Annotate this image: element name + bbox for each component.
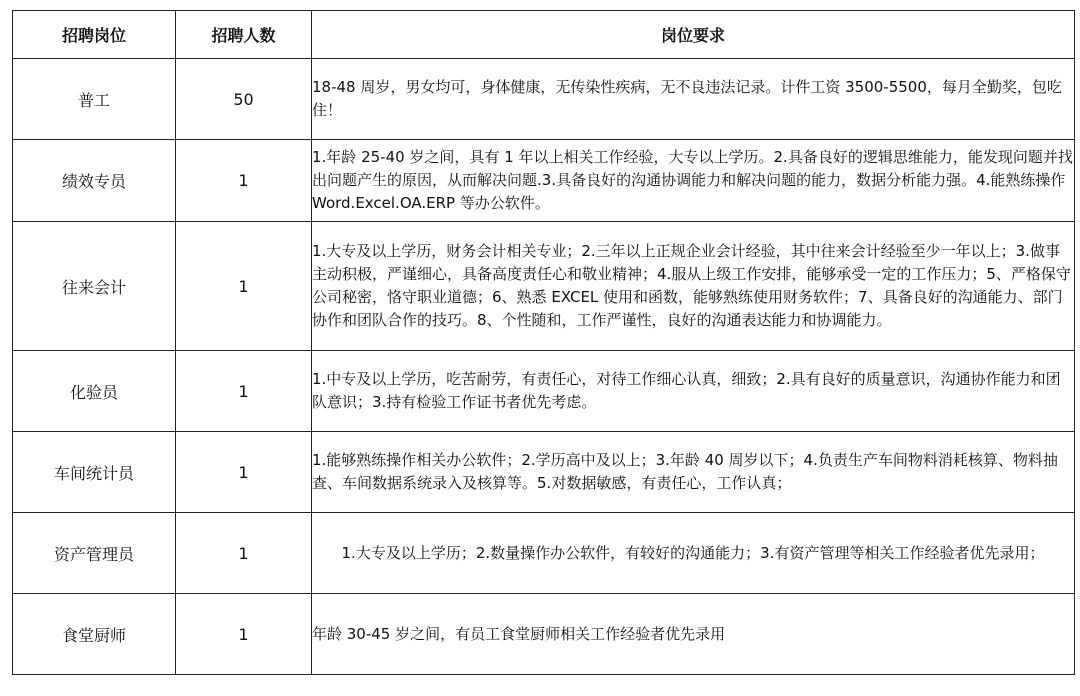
recruitment-sheet	[12, 10, 1074, 675]
requirements-cell: 1.大专及以上学历；2.数量操作办公软件，有较好的沟通能力；3.有资产管理等相关工作经验者优先录用；	[312, 513, 1075, 594]
position-cell: 车间统计员	[13, 432, 176, 513]
table-row	[13, 351, 1075, 432]
table-header-row	[13, 11, 1075, 59]
table-row	[13, 59, 1075, 140]
table-row	[13, 140, 1075, 222]
requirements-cell: 1.大专及以上学历，财务会计相关专业；2.三年以上正规企业会计经验，其中往来会计经验至少一年以上；3.做事主动积极，严谨细心，具备高度责任心和敬业精神；4.服从上级工作安排，能够承受一定的工作压力；5、严格保守公司秘密，恪守职业道德；6、熟悉 EXCEL 使用和函数，能够熟练使用财务软件；7、具备良好的沟通能力、部门协作和团队合作的技巧。8、个性随和，工作严谨性，良好的沟通表达能力和协调能力。	[312, 222, 1075, 351]
position-cell: 化验员	[13, 351, 176, 432]
requirements-cell: 1.中专及以上学历，吃苦耐劳，有责任心，对待工作细心认真，细致；2.具有良好的质量意识，沟通协作能力和团队意识；3.持有检验工作证书者优先考虑。	[312, 351, 1075, 432]
header-count: 招聘人数	[176, 11, 312, 59]
requirements-cell: 1.能够熟练操作相关办公软件；2.学历高中及以上；3.年龄 40 周岁以下；4.负责生产车间物料消耗核算、物料抽查、车间数据系统录入及核算等。5.对数据敏感，有责任心，工作认真；	[312, 432, 1075, 513]
count-cell: 1	[176, 513, 312, 594]
table-row	[13, 432, 1075, 513]
requirements-cell: 18-48 周岁，男女均可，身体健康，无传染性疾病，无不良违法记录。计件工资 3500-5500，每月全勤奖，包吃住！	[312, 59, 1075, 140]
position-cell: 绩效专员	[13, 140, 176, 222]
count-cell: 1	[176, 594, 312, 675]
header-position: 招聘岗位	[13, 11, 176, 59]
count-cell: 50	[176, 59, 312, 140]
requirements-cell: 年龄 30-45 岁之间，有员工食堂厨师相关工作经验者优先录用	[312, 594, 1075, 675]
table-row	[13, 222, 1075, 351]
count-cell: 1	[176, 222, 312, 351]
requirements-cell: 1.年龄 25-40 岁之间，具有 1 年以上相关工作经验，大专以上学历。2.具备良好的逻辑思维能力，能发现问题并找出问题产生的原因，从而解决问题.3.具备良好的沟通协调能力和解决问题的能力，数据分析能力强。4.能熟练操作 Word.Excel.OA.ERP 等办公软件。	[312, 140, 1075, 222]
table-row	[13, 513, 1075, 594]
count-cell: 1	[176, 432, 312, 513]
recruitment-table	[12, 10, 1075, 675]
position-cell: 往来会计	[13, 222, 176, 351]
position-cell: 普工	[13, 59, 176, 140]
position-cell: 资产管理员	[13, 513, 176, 594]
header-requirements: 岗位要求	[312, 11, 1075, 59]
position-cell: 食堂厨师	[13, 594, 176, 675]
table-row	[13, 594, 1075, 675]
count-cell: 1	[176, 351, 312, 432]
count-cell: 1	[176, 140, 312, 222]
